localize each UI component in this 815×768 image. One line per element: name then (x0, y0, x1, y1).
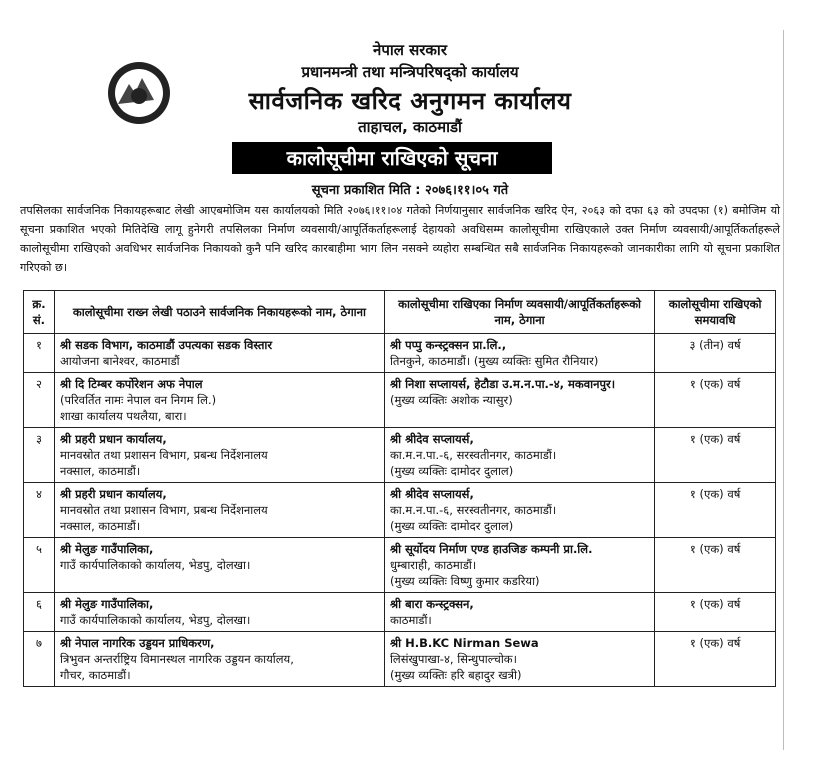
public-body-cell (54, 334, 384, 373)
table-row (24, 373, 776, 428)
firm-cell (384, 373, 654, 428)
firm-cell (384, 428, 654, 483)
firm-address: का.म.न.पा.-६, सरस्वतीनगर, काठमाडौं। (389, 503, 557, 517)
table-row (24, 483, 776, 538)
public-body-address: (परिवर्तित नामः नेपाल वन निगम लि.) (59, 393, 217, 407)
notice-title: कालोसूचीमा राखिएको सूचना (232, 142, 552, 174)
public-body-name: श्री सडक विभाग, काठमाडौं उपत्यका सडक विस्तार (59, 338, 273, 352)
firm-address: लिसंखुपाखा-४, सिन्धुपाल्चोक। (389, 652, 517, 666)
public-body-cell (54, 373, 384, 428)
firm-contact-person: (मुख्य व्यक्तिः विष्णु कुमार कडरिया) (389, 574, 540, 588)
public-body-cell (54, 428, 384, 483)
header-serial: क्र. सं. (24, 291, 55, 334)
firm-name: श्री श्रीदेव सप्लायर्स, (389, 432, 474, 446)
public-body-name: श्री मेलुङ गाउँपालिका, (59, 542, 154, 556)
blacklist-duration: १ (एक) वर्ष (655, 538, 776, 593)
table-header-row (24, 291, 776, 334)
firm-cell (384, 483, 654, 538)
blacklist-duration: १ (एक) वर्ष (655, 632, 776, 687)
blacklist-duration: ३ (तीन) वर्ष (655, 334, 776, 373)
table-row (24, 334, 776, 373)
firm-cell (384, 538, 654, 593)
blacklist-duration: १ (एक) वर्ष (655, 373, 776, 428)
public-body-name: श्री प्रहरी प्रधान कार्यालय, (59, 487, 167, 501)
public-body-name: श्री मेलुङ गाउँपालिका, (59, 597, 154, 611)
public-body-address: गाउँ कार्यपालिकाको कार्यालय, भेडपु, दोलखा। (59, 558, 251, 572)
publication-date: सूचना प्रकाशित मिति : २०७६।११।०५ गते (311, 183, 509, 198)
public-body-name: श्री प्रहरी प्रधान कार्यालय, (59, 432, 167, 446)
office-name: सार्वजनिक खरिद अनुगमन कार्यालय (248, 87, 572, 115)
public-body-name: श्री दि टिम्बर कर्पोरेशन अफ नेपाल (59, 377, 203, 391)
nepal-emblem-icon (104, 60, 174, 126)
table-row (24, 428, 776, 483)
government-name: नेपाल सरकार (373, 41, 447, 59)
row-serial: ४ (24, 483, 55, 538)
public-body-address-2: गौचर, काठमाडौं। (59, 668, 131, 682)
ministry-name: प्रधानमन्त्री तथा मन्त्रिपरिषद्को कार्यालय (301, 63, 519, 81)
row-serial: १ (24, 334, 55, 373)
firm-address: काठमाडौं। (389, 613, 432, 627)
public-body-address: त्रिभुवन अन्तर्राष्ट्रिय विमानस्थल नागरिक उड्डयन कार्यालय, (59, 652, 294, 666)
page-edge-line (783, 30, 784, 750)
public-body-address-2: नक्साल, काठमाडौं। (59, 464, 141, 478)
row-serial: ३ (24, 428, 55, 483)
public-body-cell (54, 483, 384, 538)
firm-cell (384, 632, 654, 687)
public-body-address: आयोजना बानेश्वर, काठमाडौं (59, 354, 180, 368)
row-serial: ७ (24, 632, 55, 687)
firm-name: श्री पप्पु कन्स्ट्रक्सन प्रा.लि., (389, 338, 507, 352)
row-serial: ५ (24, 538, 55, 593)
row-serial: ६ (24, 593, 55, 632)
blacklist-duration: १ (एक) वर्ष (655, 428, 776, 483)
public-body-address-2: शाखा कार्यालय पथलैया, बारा। (59, 409, 187, 423)
public-body-address: मानवस्रोत तथा प्रशासन विभाग, प्रबन्ध निर्देशनालय (59, 503, 268, 517)
firm-address: तिनकुने, काठमाडौं। (मुख्य व्यक्तिः सुमित रौनियार) (389, 354, 599, 368)
blacklist-duration: १ (एक) वर्ष (655, 593, 776, 632)
public-body-cell (54, 538, 384, 593)
row-serial: २ (24, 373, 55, 428)
header-public-body: कालोसूचीमा राख्न लेखी पठाउने सार्वजनिक निकायहरूको नाम, ठेगाना (54, 291, 384, 334)
firm-contact-person: (मुख्य व्यक्तिः दामोदर दुलाल) (389, 519, 514, 533)
firm-address: धुम्बाराही, काठमाडौं। (389, 558, 477, 572)
public-body-name: श्री नेपाल नागरिक उड्डयन प्राधिकरण, (59, 636, 215, 650)
firm-name: श्री H.B.KC Nirman Sewa (389, 636, 539, 650)
firm-name: श्री निशा सप्लायर्स, हेटौडा उ.म.न.पा.-४, मकवानपुर। (389, 377, 616, 391)
table-row (24, 593, 776, 632)
firm-contact-person: (मुख्य व्यक्तिः दामोदर दुलाल) (389, 464, 514, 478)
firm-name: श्री श्रीदेव सप्लायर्स, (389, 487, 474, 501)
blacklist-table (23, 290, 776, 687)
public-body-address: गाउँ कार्यपालिकाको कार्यालय, भेडपु, दोलखा। (59, 613, 251, 627)
firm-cell (384, 593, 654, 632)
firm-contact-person: (मुख्य व्यक्तिः हरि बहादुर खत्री) (389, 668, 522, 682)
public-body-cell (54, 632, 384, 687)
header-firm: कालोसूचीमा राखिएका निर्माण व्यवसायी/आपूर्तिकर्ताहरूको नाम, ठेगाना (384, 291, 654, 334)
public-body-cell (54, 593, 384, 632)
public-body-address: मानवस्रोत तथा प्रशासन विभाग, प्रबन्ध निर्देशनालय (59, 448, 268, 462)
firm-cell (384, 334, 654, 373)
office-location: ताहाचल, काठमाडौं (358, 118, 462, 136)
table-row (24, 538, 776, 593)
notice-body: तपसिलका सार्वजनिक निकायहरूबाट लेखी आएबमोजिम यस कार्यालयको मिति २०७६।११।०४ गतेको निर्णयानुसार सार्वजनिक खरिद ऐन, २०६३ को दफा ६३ को उपदफा (१) बमोजिम यो सूचना प्रकाशित भएको मितिदेखि लागू हुनेगरी तपसिलका निर्माण व्यवसायी/आपूर्तिकर्ताहरूलाई देहायको अवधिसम्म कालोसूचीमा राखिएकाले उक्त निर्माण व्यवसायी/आपूर्तिकर्ताहरूले कालोसूचीमा राखिएको अवधिभर सार्वजनिक निकायको कुनै पनि खरिद कारबाहीमा भाग लिन नसक्ने व्यहोरा सम्बन्धित सबै सार्वजनिक निकायहरूको जानकारीका लागि यो सूचना प्रकाशित गरिएको छ। (20, 204, 780, 274)
table-row (24, 632, 776, 687)
header-duration: कालोसूचीमा राखिएको समयावधि (655, 291, 776, 334)
public-body-address-2: नक्साल, काठमाडौं। (59, 519, 141, 533)
firm-address: (मुख्य व्यक्तिः अशोक न्यासुर) (389, 393, 513, 407)
firm-name: श्री सूर्योदय निर्माण एण्ड हाउजिङ कम्पनी प्रा.लि. (389, 542, 593, 556)
firm-name: श्री बारा कन्स्ट्रक्सन, (389, 597, 474, 611)
firm-address: का.म.न.पा.-६, सरस्वतीनगर, काठमाडौं। (389, 448, 557, 462)
blacklist-duration: १ (एक) वर्ष (655, 483, 776, 538)
